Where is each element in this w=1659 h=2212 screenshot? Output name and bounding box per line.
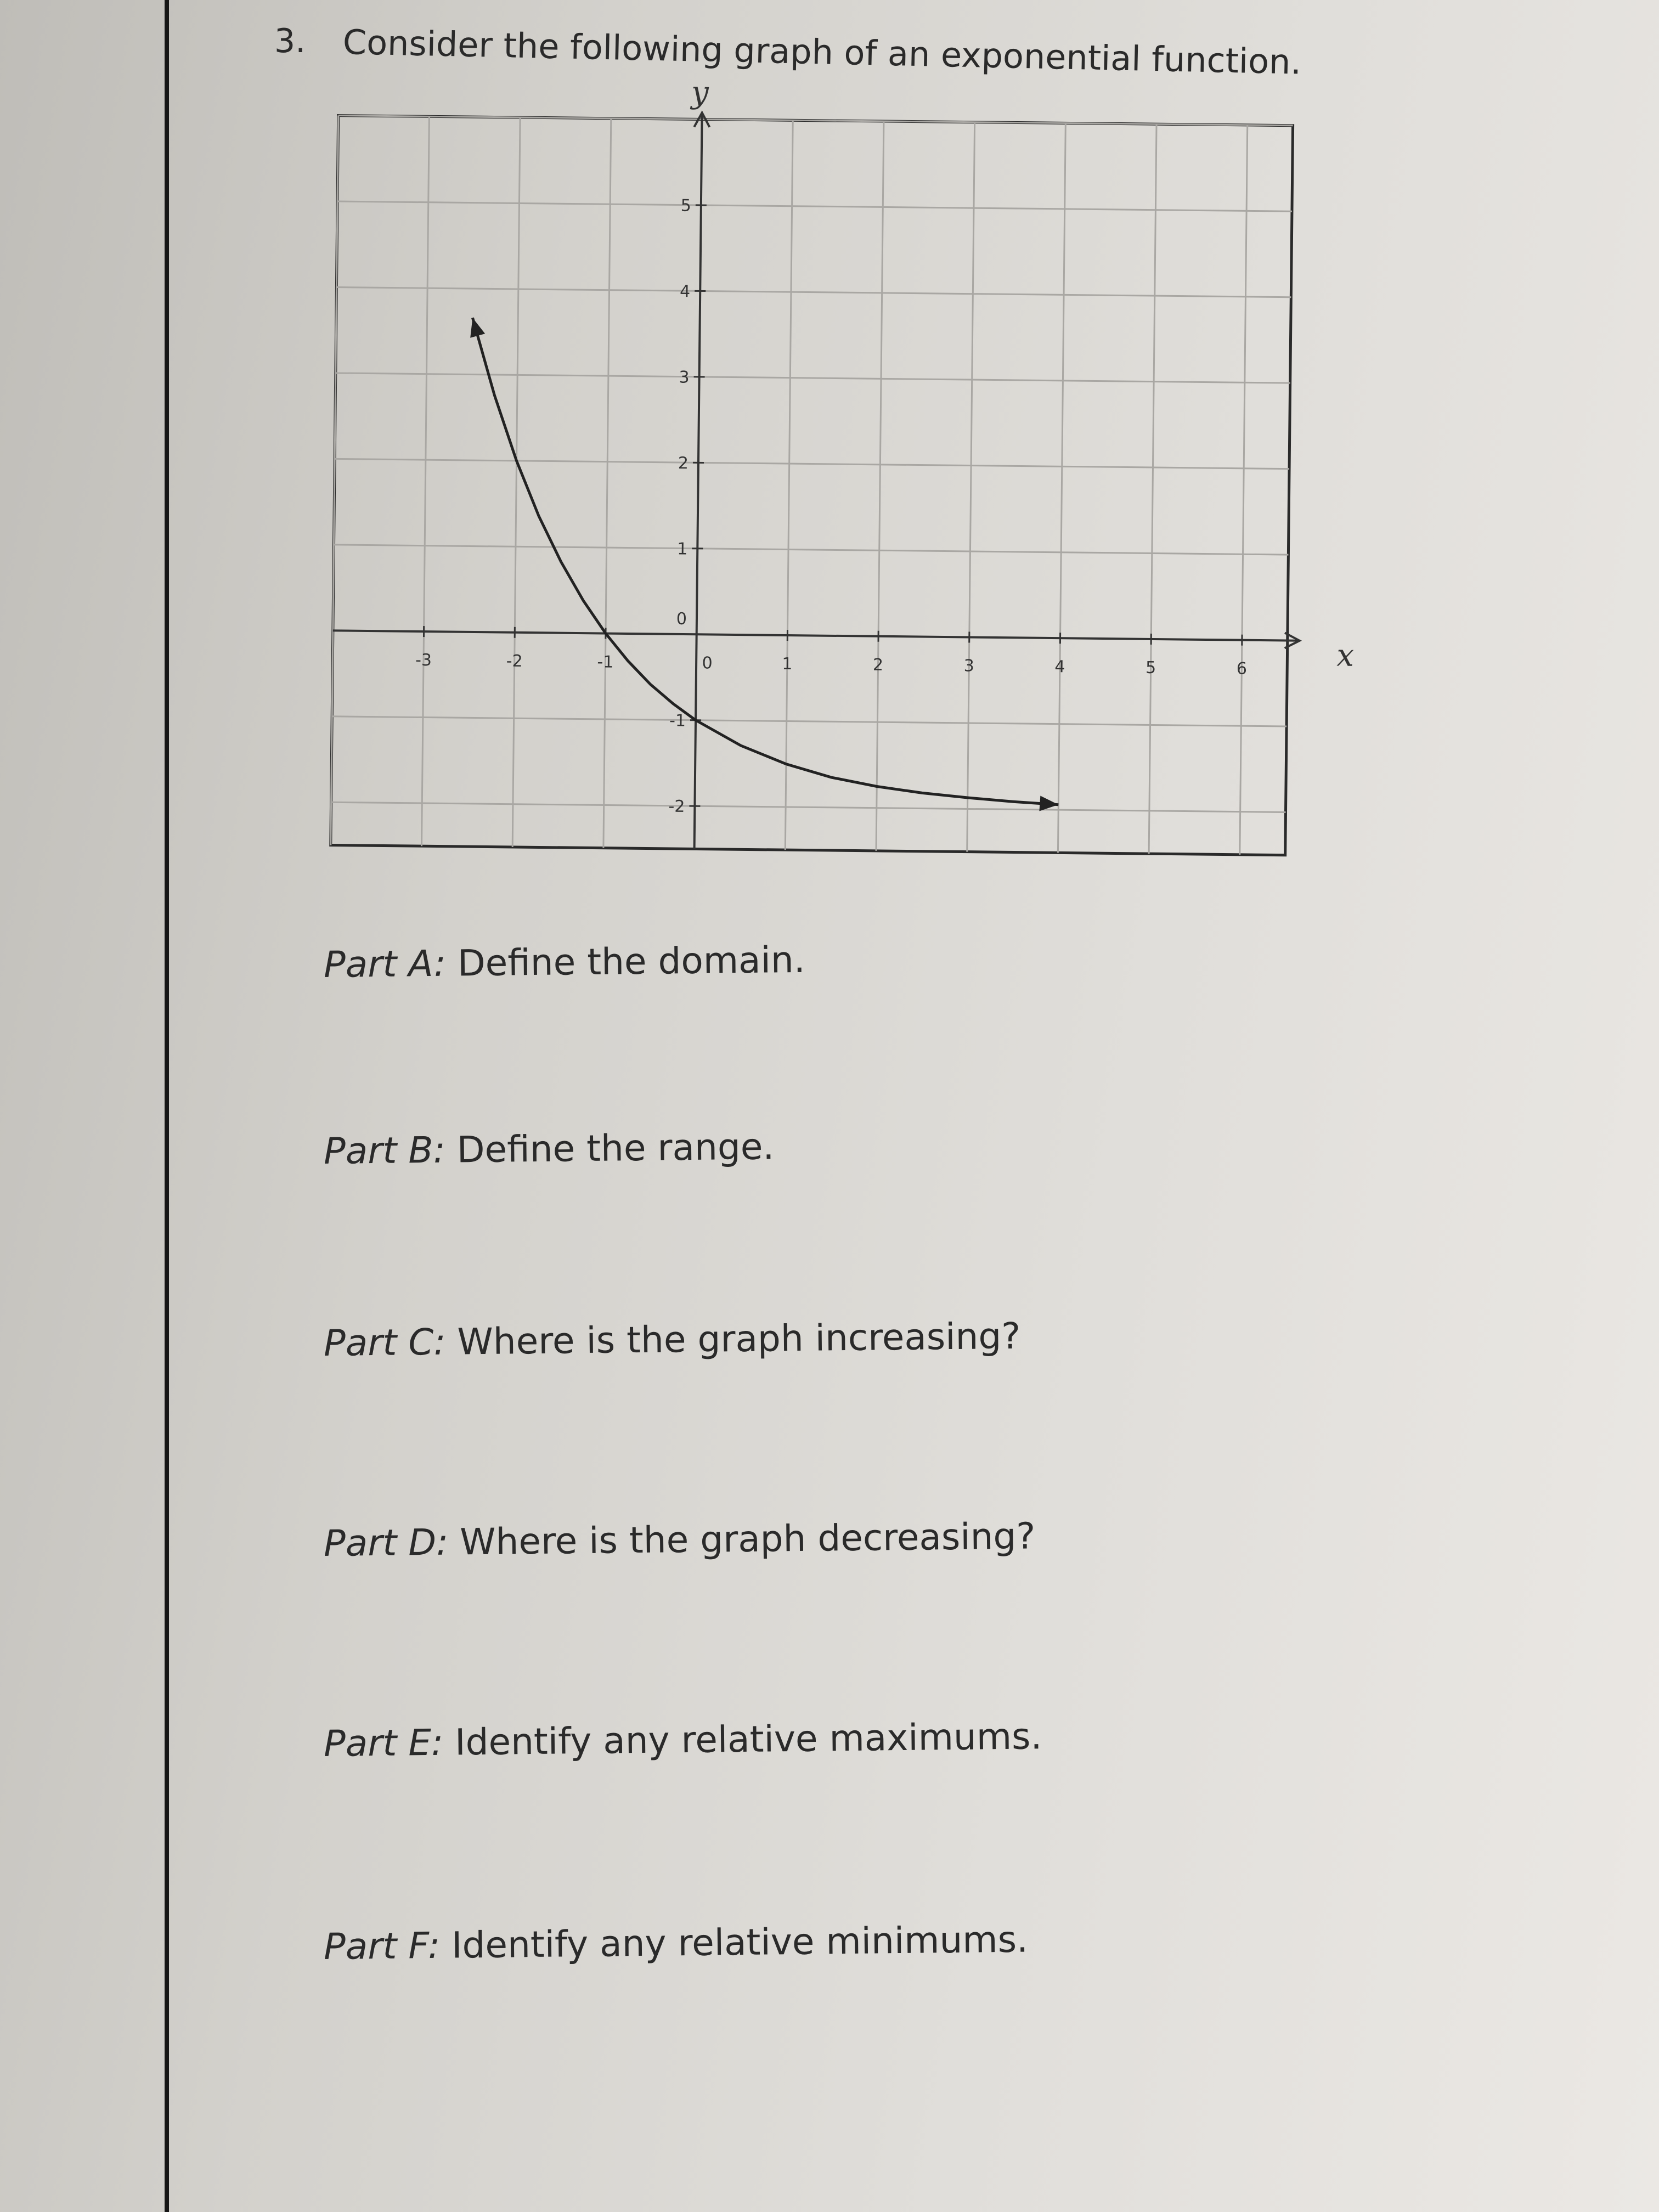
y-tick-label: 1: [677, 539, 688, 559]
part-b: [324, 1125, 775, 1172]
y-tick-label: -2: [668, 797, 685, 817]
gridline-y: [332, 716, 1286, 726]
gridline-y: [336, 287, 1291, 297]
part-f-label: Part F:: [323, 1924, 441, 1968]
part-d-text: Where is the graph decreasing?: [459, 1515, 1036, 1564]
part-d: [324, 1515, 1036, 1565]
gridline-x: [512, 117, 520, 847]
gridline-y: [336, 373, 1290, 383]
part-e-label: Part E:: [323, 1721, 444, 1765]
curve-arrow-left: [470, 318, 485, 338]
part-e-text: Identify any relative maximums.: [454, 1715, 1042, 1764]
part-c: [324, 1315, 1021, 1364]
gridline-y: [334, 545, 1289, 555]
x-axis: [333, 630, 1299, 640]
y-tick-label: 5: [680, 196, 692, 216]
x-tick-label: 6: [1236, 659, 1248, 679]
gridline-x: [785, 120, 793, 850]
part-f-text: Identify any relative minimums.: [451, 1918, 1029, 1967]
gridline-x: [967, 122, 975, 852]
x-tick-label: 2: [872, 655, 884, 675]
margin-line: [165, 0, 169, 2212]
gridline-y: [331, 802, 1286, 812]
x-axis-label: x: [1336, 637, 1355, 674]
part-a-text: Define the domain.: [457, 938, 806, 985]
y-axis: [695, 114, 702, 849]
gridline-y: [337, 201, 1292, 211]
part-b-text: Define the range.: [456, 1125, 775, 1171]
part-d-label: Part D:: [323, 1521, 449, 1565]
question-number: 3.: [274, 22, 306, 60]
x-tick-label: 0: [702, 653, 713, 673]
gridline-x: [421, 116, 429, 846]
gridline-x: [603, 119, 611, 848]
part-c-text: Where is the graph increasing?: [457, 1314, 1021, 1363]
x-tick-label: 5: [1145, 658, 1156, 678]
exponential-graph: [324, 71, 1355, 867]
x-tick-label: -2: [506, 651, 523, 671]
part-f: [324, 1918, 1029, 1968]
part-e: [324, 1715, 1042, 1765]
part-c-label: Part C:: [323, 1321, 446, 1364]
x-tick-label: -1: [597, 652, 614, 672]
y-tick-label: 4: [679, 282, 691, 302]
question-prompt: Consider the following graph of an exponential function.: [342, 22, 1302, 82]
x-tick-label: 3: [963, 656, 974, 676]
x-tick-label: -3: [415, 650, 432, 670]
part-b-label: Part B:: [323, 1128, 446, 1172]
part-a: [324, 939, 805, 986]
x-tick-label: 4: [1054, 657, 1065, 677]
exponential-curve: [467, 318, 1063, 805]
gridline-y: [335, 459, 1289, 469]
y-tick-label: -1: [669, 711, 686, 731]
y-axis-label: y: [691, 75, 709, 111]
y-tick-label: 2: [678, 453, 689, 473]
gridline-x: [1149, 124, 1156, 854]
y-tick-label: 0: [676, 609, 687, 629]
y-tick-label: 3: [679, 368, 690, 387]
part-a-label: Part A:: [323, 942, 447, 986]
gridline-y: [338, 116, 1293, 126]
gridline-x: [1058, 123, 1065, 853]
x-tick-label: 1: [782, 654, 793, 674]
gridline-x: [331, 116, 338, 845]
gridline-x: [876, 121, 884, 851]
gridline-x: [1240, 125, 1248, 855]
graph-frame: [331, 116, 1293, 855]
